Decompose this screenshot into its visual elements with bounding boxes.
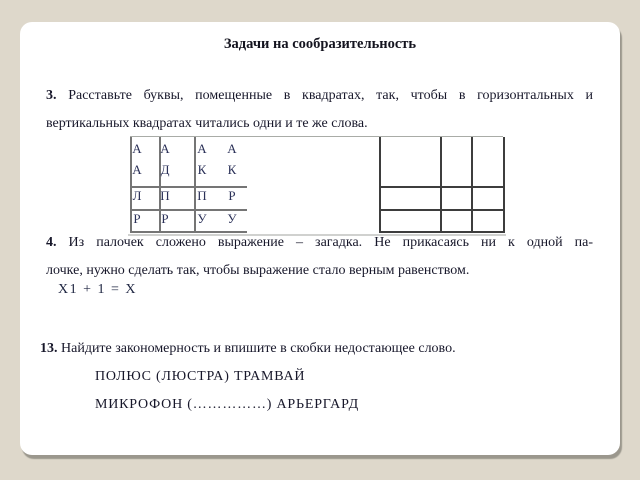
grid-letter: Р bbox=[133, 211, 141, 226]
table-top-rule bbox=[130, 136, 503, 137]
answer-grid-line bbox=[503, 137, 505, 233]
grid-letter: К bbox=[227, 162, 237, 177]
grid-letter: У bbox=[197, 211, 207, 226]
grid-letter: Д bbox=[160, 162, 170, 177]
task4-text-line1 bbox=[46, 235, 593, 251]
task3-number: 3. bbox=[46, 88, 57, 103]
grid-letter: Л bbox=[132, 188, 142, 203]
task13-text-line1 bbox=[40, 341, 456, 357]
answer-grid-line bbox=[379, 209, 505, 211]
grid-letter: А bbox=[227, 141, 237, 156]
task13-answer-line: МИКРОФОН (……………) АРЬЕРГАРД bbox=[95, 397, 359, 412]
answer-grid-line bbox=[379, 186, 505, 188]
grid-letter: Р bbox=[161, 211, 169, 226]
task13-number: 13. bbox=[40, 341, 58, 356]
task13-example-line: ПОЛЮС (ЛЮСТРА) ТРАМВАЙ bbox=[95, 369, 306, 384]
task4-line1-text: Из палочек сложено выражение – загадка. Не прикасаясь ни к одной па- bbox=[68, 235, 594, 250]
task3-line1-text: Расставьте буквы, помещенные в квадратах, так, чтобы в горизонтальных и bbox=[68, 88, 593, 103]
grid-letter: А bbox=[132, 141, 142, 156]
matchstick-equation: Х1 + 1 = Х bbox=[58, 282, 138, 297]
task13-line1-text: Найдите закономерность и впишите в скобки недостающее слово. bbox=[61, 341, 456, 356]
grid-letter: А bbox=[197, 141, 207, 156]
answer-grid-line bbox=[379, 231, 505, 233]
grid-letter: А bbox=[160, 141, 170, 156]
answer-grid-line bbox=[379, 137, 381, 233]
answer-grid-line bbox=[440, 137, 442, 233]
grid-letter: П bbox=[197, 188, 207, 203]
slide-card bbox=[20, 22, 620, 455]
task3-text-line2: вертикальных квадратах читались одни и те же слова. bbox=[46, 116, 368, 131]
task3-text-line1 bbox=[46, 88, 593, 104]
grid-letter: К bbox=[197, 162, 207, 177]
grid-letter: У bbox=[227, 211, 237, 226]
grid-letter: Р bbox=[228, 188, 236, 203]
page-title: Задачи на сообразительность bbox=[223, 36, 417, 52]
task4-text-line2: лочке, нужно сделать так, чтобы выражение стало верным равенством. bbox=[46, 263, 470, 278]
answer-grid-line bbox=[471, 137, 473, 233]
letter-grid-line bbox=[130, 231, 247, 233]
grid-letter: П bbox=[160, 188, 170, 203]
grid-letter: А bbox=[132, 162, 142, 177]
task4-number: 4. bbox=[46, 235, 57, 250]
